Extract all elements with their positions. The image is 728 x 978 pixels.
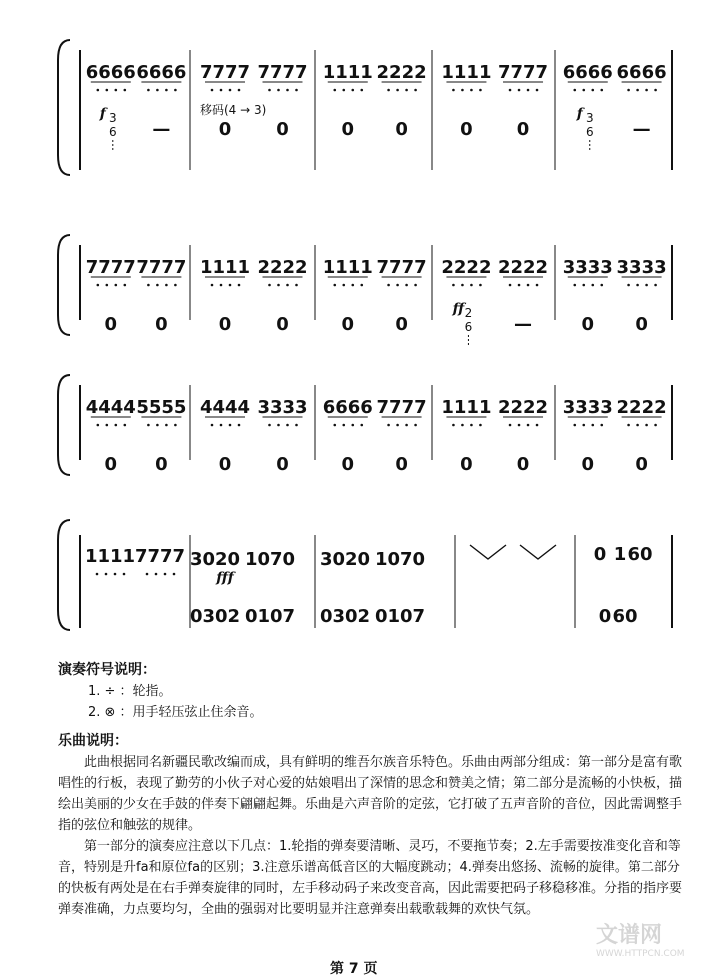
octave-dot <box>536 89 539 92</box>
octave-dot <box>97 89 100 92</box>
octave-dot <box>654 89 657 92</box>
octave-dot <box>396 284 399 287</box>
octave-dot <box>268 424 271 427</box>
octave-dot <box>527 424 530 427</box>
octave-dot <box>527 284 530 287</box>
octave-dot <box>211 424 214 427</box>
melody-note-group: 3333 <box>616 257 667 278</box>
melody-note-group: 2222 <box>257 257 308 278</box>
bass-chord-note: 6 <box>585 125 594 139</box>
octave-dot <box>229 424 232 427</box>
octave-dot <box>405 284 408 287</box>
octave-dot <box>636 284 639 287</box>
bass-chord-note: 3 <box>108 111 117 125</box>
octave-dot <box>268 284 271 287</box>
octave-dot <box>461 89 464 92</box>
octave-dot <box>351 284 354 287</box>
octave-dot <box>627 424 630 427</box>
octave-dot <box>286 89 289 92</box>
melody-note-group: 2222 <box>441 257 492 278</box>
symbol-1: 1. ÷ ：轮指。 <box>88 684 172 699</box>
octave-dot <box>220 284 223 287</box>
octave-dot <box>114 573 117 576</box>
octave-dot <box>636 424 639 427</box>
bass-note: 0 <box>341 119 355 140</box>
octave-dot <box>115 284 118 287</box>
octave-dot <box>277 89 280 92</box>
melody-note-group: 7777 <box>134 546 186 567</box>
symbol-2: 2. ⊗ ：用手轻压弦止住余音。 <box>88 705 263 720</box>
melody-note-group: 7777 <box>136 257 187 278</box>
transpose-annotation: 移码(4 → 3) <box>200 103 267 117</box>
bass-note: 0 <box>104 454 118 475</box>
octave-dot <box>277 284 280 287</box>
octave-dot <box>582 284 585 287</box>
melody-note-group: 1111 <box>322 257 373 278</box>
octave-dot <box>155 573 158 576</box>
octave-dot <box>124 89 127 92</box>
octave-dot <box>286 424 289 427</box>
octave-dot <box>174 424 177 427</box>
octave-dot <box>156 424 159 427</box>
music-title: 乐曲说明： <box>58 733 128 749</box>
octave-dot <box>115 89 118 92</box>
octave-dot <box>654 284 657 287</box>
octave-dot <box>106 284 109 287</box>
octave-dot <box>342 89 345 92</box>
octave-dot <box>414 284 417 287</box>
symbols-title: 演奏符号说明： <box>58 662 156 678</box>
bass-note: 0 <box>516 454 530 475</box>
dynamic-marking: f <box>99 106 106 122</box>
bass-note: 0 <box>460 119 473 140</box>
octave-dot <box>351 89 354 92</box>
bass-note: 0 <box>104 314 118 335</box>
bass-note: 0 <box>635 314 648 335</box>
melody-note-group: 2222 <box>497 257 549 278</box>
octave-dot <box>600 424 603 427</box>
melody-note-group: 7777 <box>85 257 136 278</box>
melody-note-group: 3020 <box>319 549 371 570</box>
octave-dot <box>360 89 363 92</box>
octave-dot <box>509 89 512 92</box>
octave-dot <box>156 284 159 287</box>
glissando-arrow <box>470 545 506 559</box>
bass-note: 0 <box>635 454 648 475</box>
octave-dot <box>229 89 232 92</box>
octave-dot <box>405 89 408 92</box>
octave-dot <box>452 284 455 287</box>
octave-dot <box>461 284 464 287</box>
bass-note: 0 <box>460 454 473 475</box>
dynamic-marking: f <box>576 106 583 122</box>
octave-dot <box>220 89 223 92</box>
octave-dot <box>479 424 482 427</box>
melody-note-group: 6666 <box>616 62 667 83</box>
bass-note: 0 <box>218 454 232 475</box>
octave-dot <box>470 424 473 427</box>
octave-dot <box>396 89 399 92</box>
melody-note-group: 1111 <box>441 62 492 83</box>
octave-dot <box>645 284 648 287</box>
octave-dot <box>165 89 168 92</box>
bass-note: 0 <box>341 314 355 335</box>
octave-dot <box>211 284 214 287</box>
melody-note-group: 6666 <box>85 62 136 83</box>
bass-note: 0 <box>395 314 408 335</box>
bass-note: 0 <box>218 119 232 140</box>
octave-dot <box>591 424 594 427</box>
watermark-url: WWW.HTTPCN.COM <box>596 949 685 959</box>
system-brace <box>58 235 70 335</box>
octave-dot <box>518 284 521 287</box>
octave-dot <box>387 424 390 427</box>
octave-dot <box>147 89 150 92</box>
octave-dot <box>238 89 241 92</box>
bass-note-group: 0107 <box>374 606 426 627</box>
melody-note-group: 7777 <box>376 257 427 278</box>
octave-dot <box>414 89 417 92</box>
bass-chord-note: 2 <box>464 306 473 320</box>
octave-dot <box>295 424 298 427</box>
octave-dot <box>124 284 127 287</box>
octave-dot <box>461 424 464 427</box>
octave-dot <box>295 89 298 92</box>
melody-note-group: 7777 <box>257 62 308 83</box>
bass-note: 0 <box>155 454 168 475</box>
melody-note-group: 2222 <box>497 397 549 418</box>
bass-chord-note: 3 <box>585 111 594 125</box>
octave-dot <box>573 424 576 427</box>
bass-note: — <box>632 119 651 140</box>
bass-note: 0 <box>276 119 289 140</box>
melody-note-group: 4444 <box>85 397 136 418</box>
octave-dot <box>470 89 473 92</box>
octave-dot <box>147 424 150 427</box>
octave-dot <box>582 424 585 427</box>
final-bass-note: 60 <box>612 606 638 627</box>
paragraph-2: 第一部分的演奏应注意以下几点：1.轮指的弹奏要清晰、灵巧，不要拖节奏；2.左手需要按准变化音和等音，特别是升fa和原位fa的区别；3.注意乐谱高低音区的大幅度跳动；4.弹奏出悠扬、流畅的旋律。第二部分的快板有两处是在右手弹奏旋律的同时，左手移动码子来改变音高，因此需要把码子移稳移准。分指的指序要弹奏准确，力点要均匀，全曲的强弱对比要明显并注意弹奏出载歌载舞的欢快气氛。 <box>58 839 683 917</box>
octave-dot <box>97 424 100 427</box>
melody-note-group: 6666 <box>322 397 373 418</box>
bass-note: 0 <box>581 454 595 475</box>
octave-dot <box>229 284 232 287</box>
bass-note: 0 <box>218 314 232 335</box>
octave-dot <box>573 89 576 92</box>
melody-note-group: 2222 <box>376 62 427 83</box>
octave-dot <box>342 424 345 427</box>
melody-note-group: 3333 <box>257 397 308 418</box>
bass-note-group: 0302 <box>319 606 371 627</box>
octave-dot <box>536 284 539 287</box>
octave-dot <box>174 284 177 287</box>
octave-dot <box>173 573 176 576</box>
octave-dot <box>627 89 630 92</box>
bass-note: 0 <box>276 314 289 335</box>
melody-note-group: 1070 <box>374 549 426 570</box>
melody-note-group: 1070 <box>244 549 296 570</box>
bass-chord-note: 6 <box>108 125 117 139</box>
final-chord-note: 60 <box>627 544 653 565</box>
octave-dot <box>600 284 603 287</box>
watermark <box>596 918 706 966</box>
octave-dot <box>333 284 336 287</box>
octave-dot <box>654 424 657 427</box>
melody-note-group: 2222 <box>616 397 667 418</box>
page-number: 第 7 页 <box>330 961 378 977</box>
octave-dot <box>295 284 298 287</box>
octave-dot <box>479 89 482 92</box>
octave-dot <box>591 284 594 287</box>
final-chord-note: 1 <box>613 544 627 565</box>
octave-dot <box>106 89 109 92</box>
octave-dot <box>96 573 99 576</box>
octave-dot <box>333 89 336 92</box>
system-brace <box>58 520 70 630</box>
octave-dot <box>238 284 241 287</box>
octave-dot <box>645 424 648 427</box>
octave-dot <box>220 424 223 427</box>
melody-note-group: 4444 <box>199 397 251 418</box>
bass-note: 0 <box>341 454 355 475</box>
octave-dot <box>414 424 417 427</box>
octave-dot <box>165 424 168 427</box>
octave-dot <box>165 284 168 287</box>
dynamic-marking: ff <box>452 301 465 317</box>
melody-note-group: 3020 <box>189 549 241 570</box>
octave-dot <box>333 424 336 427</box>
octave-dot <box>636 89 639 92</box>
octave-dot <box>123 573 126 576</box>
octave-dot <box>405 424 408 427</box>
melody-note-group: 1111 <box>322 62 373 83</box>
melody-note-group: 7777 <box>497 62 549 83</box>
melody-note-group: 1111 <box>441 397 492 418</box>
octave-dot <box>277 424 280 427</box>
system-brace <box>58 40 70 175</box>
octave-dot <box>174 89 177 92</box>
octave-dot <box>452 424 455 427</box>
octave-dot <box>164 573 167 576</box>
bass-note: 0 <box>395 454 408 475</box>
bass-note-group: 0107 <box>244 606 296 627</box>
bass-note: — <box>152 119 171 140</box>
final-bass-note: 0 <box>598 606 612 627</box>
octave-dot <box>360 424 363 427</box>
bass-note: 0 <box>155 314 168 335</box>
octave-dot <box>479 284 482 287</box>
octave-dot <box>97 284 100 287</box>
watermark-text: 文谱网 <box>596 923 663 948</box>
octave-dot <box>115 424 118 427</box>
melody-note-group: 1111 <box>84 546 136 567</box>
final-chord-note: 0 <box>593 544 607 565</box>
bass-note: 0 <box>581 314 595 335</box>
melody-note-group: 3333 <box>562 257 613 278</box>
melody-note-group: 7777 <box>199 62 251 83</box>
system-brace <box>58 375 70 475</box>
octave-dot <box>518 424 521 427</box>
octave-dot <box>156 89 159 92</box>
melody-note-group: 3333 <box>562 397 613 418</box>
octave-dot <box>351 424 354 427</box>
octave-dot <box>452 89 455 92</box>
dynamic-marking: fff <box>216 570 234 586</box>
octave-dot <box>106 424 109 427</box>
bass-note: 0 <box>276 454 289 475</box>
melody-note-group: 7777 <box>376 397 427 418</box>
paragraph-1: 此曲根据同名新疆民歌改编而成，具有鲜明的维吾尔族音乐特色。乐曲由两部分组成：第一部分是富有歌唱性的行板，表现了勤劳的小伙子对心爱的姑娘唱出了深情的思念和赞美之情；第二部分是流畅的小快板，描绘出美丽的少女在手鼓的伴奏下翩翩起舞。乐曲是六声音阶的定弦，它打破了五声音阶的音位，因此需调整手指的弦位和触弦的规律。 <box>58 755 683 833</box>
octave-dot <box>527 89 530 92</box>
bass-note-group: 0302 <box>189 606 241 627</box>
bass-note: — <box>514 314 533 335</box>
octave-dot <box>470 284 473 287</box>
octave-dot <box>146 573 149 576</box>
octave-dot <box>147 284 150 287</box>
notes-section <box>58 660 688 920</box>
octave-dot <box>286 284 289 287</box>
octave-dot <box>211 89 214 92</box>
octave-dot <box>238 424 241 427</box>
bass-note: 0 <box>395 119 408 140</box>
octave-dot <box>360 284 363 287</box>
octave-dot <box>536 424 539 427</box>
octave-dot <box>509 284 512 287</box>
octave-dot <box>396 424 399 427</box>
octave-dot <box>387 89 390 92</box>
octave-dot <box>509 424 512 427</box>
octave-dot <box>518 89 521 92</box>
octave-dot <box>124 424 127 427</box>
octave-dot <box>342 284 345 287</box>
melody-note-group: 6666 <box>136 62 187 83</box>
octave-dot <box>268 89 271 92</box>
melody-note-group: 5555 <box>136 397 187 418</box>
octave-dot <box>573 284 576 287</box>
glissando-arrow <box>520 545 556 559</box>
octave-dot <box>591 89 594 92</box>
octave-dot <box>600 89 603 92</box>
bass-chord-note: 6 <box>464 320 473 334</box>
octave-dot <box>387 284 390 287</box>
melody-note-group: 6666 <box>562 62 613 83</box>
octave-dot <box>105 573 108 576</box>
bass-note: 0 <box>516 119 530 140</box>
octave-dot <box>645 89 648 92</box>
octave-dot <box>582 89 585 92</box>
octave-dot <box>627 284 630 287</box>
melody-note-group: 1111 <box>199 257 251 278</box>
